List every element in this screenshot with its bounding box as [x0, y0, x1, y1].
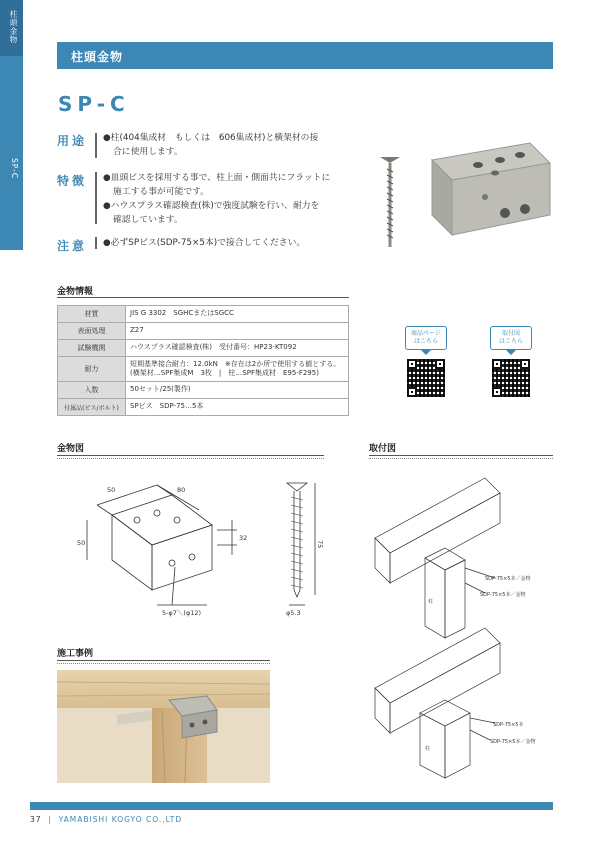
- qr-code-icon[interactable]: [492, 359, 530, 397]
- example-rule: [57, 660, 270, 661]
- product-title: SP-C: [58, 92, 130, 116]
- features-line: 施工する事が可能です。: [113, 187, 210, 197]
- usage-text: [103, 131, 353, 159]
- qr-install-drawing[interactable]: [490, 326, 532, 397]
- features-line: ●皿頭ビスを採用する事で、柱上面・側面共にフラットに: [103, 173, 331, 183]
- spec-value: [126, 357, 349, 382]
- spec-key: 材質: [58, 306, 126, 323]
- install-label: 柱: [425, 746, 431, 752]
- features-line: ●ハウスプラス確認検査(株)で強度試験を行い、耐力を: [103, 201, 320, 211]
- usage-line: ●柱(404集成材 もしくは 606集成材)と横架材の接: [103, 133, 319, 143]
- company-name: YAMABISHI KOGYO CO.,LTD: [58, 815, 183, 824]
- product-photo: [370, 135, 560, 255]
- spec-key: 試験機関: [58, 340, 126, 357]
- notes-label: 注意: [57, 239, 88, 253]
- qr-code-icon[interactable]: [407, 359, 445, 397]
- spec-heading-rule: [57, 297, 349, 298]
- dim-holes: 5-φ7＼(φ12): [162, 609, 202, 617]
- install-dotline: [369, 458, 553, 459]
- header-title: 柱頭金物: [71, 50, 124, 64]
- spec-value: Z27: [126, 323, 349, 340]
- footer-bar: [30, 802, 553, 810]
- qr-product-page[interactable]: [405, 326, 447, 397]
- features-divider: [95, 172, 97, 224]
- features-text: [103, 171, 363, 227]
- usage-divider: [95, 133, 97, 158]
- bracket-image: [432, 143, 550, 235]
- dim-screw-length: 75: [316, 540, 324, 549]
- table-row: [58, 357, 349, 382]
- qr-label-line: はこちら: [498, 338, 523, 345]
- install-label: 柱: [428, 599, 434, 605]
- spec-key: 耐力: [58, 357, 126, 382]
- table-row: [58, 323, 349, 340]
- table-row: [58, 382, 349, 399]
- notes-text: [103, 236, 363, 250]
- dim-h: 50: [77, 539, 86, 547]
- notes-line: ●必ずSPビス(SDP-75×5本)で接合してください。: [103, 238, 306, 248]
- install-rule: [369, 455, 553, 456]
- example-heading: 施工事例: [57, 649, 94, 659]
- spec-value: 50セット/25(製作): [126, 382, 349, 399]
- spec-value-line: (横架材…SPF集成M 3枚 | 柱…SPF集成材 E95-F295): [130, 369, 319, 377]
- spec-heading: 金物情報: [57, 287, 94, 297]
- arrow-down-icon: [421, 350, 431, 355]
- footer-divider: |: [44, 815, 56, 824]
- spec-key: 表面処理: [58, 323, 126, 340]
- dim-screw-dia: φ5.3: [286, 609, 301, 617]
- qr-label-line: はこちら: [413, 338, 438, 345]
- install-diagram: [365, 468, 555, 788]
- table-row: [58, 340, 349, 357]
- dim-t: 32: [239, 534, 248, 542]
- drawing-heading: 金物図: [57, 444, 85, 454]
- header-bar: [57, 42, 553, 69]
- screw-image: [380, 157, 400, 247]
- notes-divider: [95, 237, 97, 249]
- dim-w2: 80: [177, 486, 186, 494]
- install-label: SDP-75×5本／金物: [485, 576, 531, 582]
- install-label: SDP-75×5本／金物: [490, 739, 536, 745]
- table-row: [58, 306, 349, 323]
- install-label: SDP-75×5本／金物: [480, 592, 526, 598]
- qr-label-line: 商品ページ: [411, 330, 441, 337]
- spec-value-line: 短期基準接合耐力：12.0kN ※存在は2か所で使用する値とする。: [130, 359, 341, 368]
- drawing-rule: [57, 455, 324, 456]
- qr-label: [405, 326, 447, 350]
- drawing-dotline: [57, 458, 324, 459]
- install-label: SDP-75×5本: [493, 722, 524, 728]
- spec-key: 付属品(ビス/ボルト): [58, 399, 126, 416]
- usage-line: 合に使用します。: [113, 147, 183, 157]
- usage-label: 用途: [57, 134, 88, 148]
- side-code: SP-C: [10, 158, 19, 180]
- side-category: 柱頭金物: [9, 10, 18, 44]
- install-heading: 取付図: [369, 444, 397, 454]
- dim-w1: 50: [107, 486, 116, 494]
- spec-value: JIS G 3302 SGHCまたはSGCC: [126, 306, 349, 323]
- spec-value: ハウスプラス確認検査(株) 受付番号：HP23-KT092: [126, 340, 349, 357]
- footer: [30, 815, 182, 824]
- features-line: 確認しています。: [113, 215, 183, 225]
- example-dotline: [57, 663, 270, 664]
- installation-photo: [57, 670, 270, 783]
- spec-key: 入数: [58, 382, 126, 399]
- features-label: 特徴: [57, 174, 88, 188]
- qr-label-line: 取付図: [501, 330, 520, 337]
- page-number: 37: [30, 815, 42, 824]
- spec-value: SPビス SDP-75…5本: [126, 399, 349, 416]
- table-row: [58, 399, 349, 416]
- screw-drawing: [287, 483, 315, 605]
- qr-label: [490, 326, 532, 350]
- bracket-drawing: [57, 465, 327, 625]
- arrow-down-icon: [506, 350, 516, 355]
- spec-table: [57, 305, 349, 416]
